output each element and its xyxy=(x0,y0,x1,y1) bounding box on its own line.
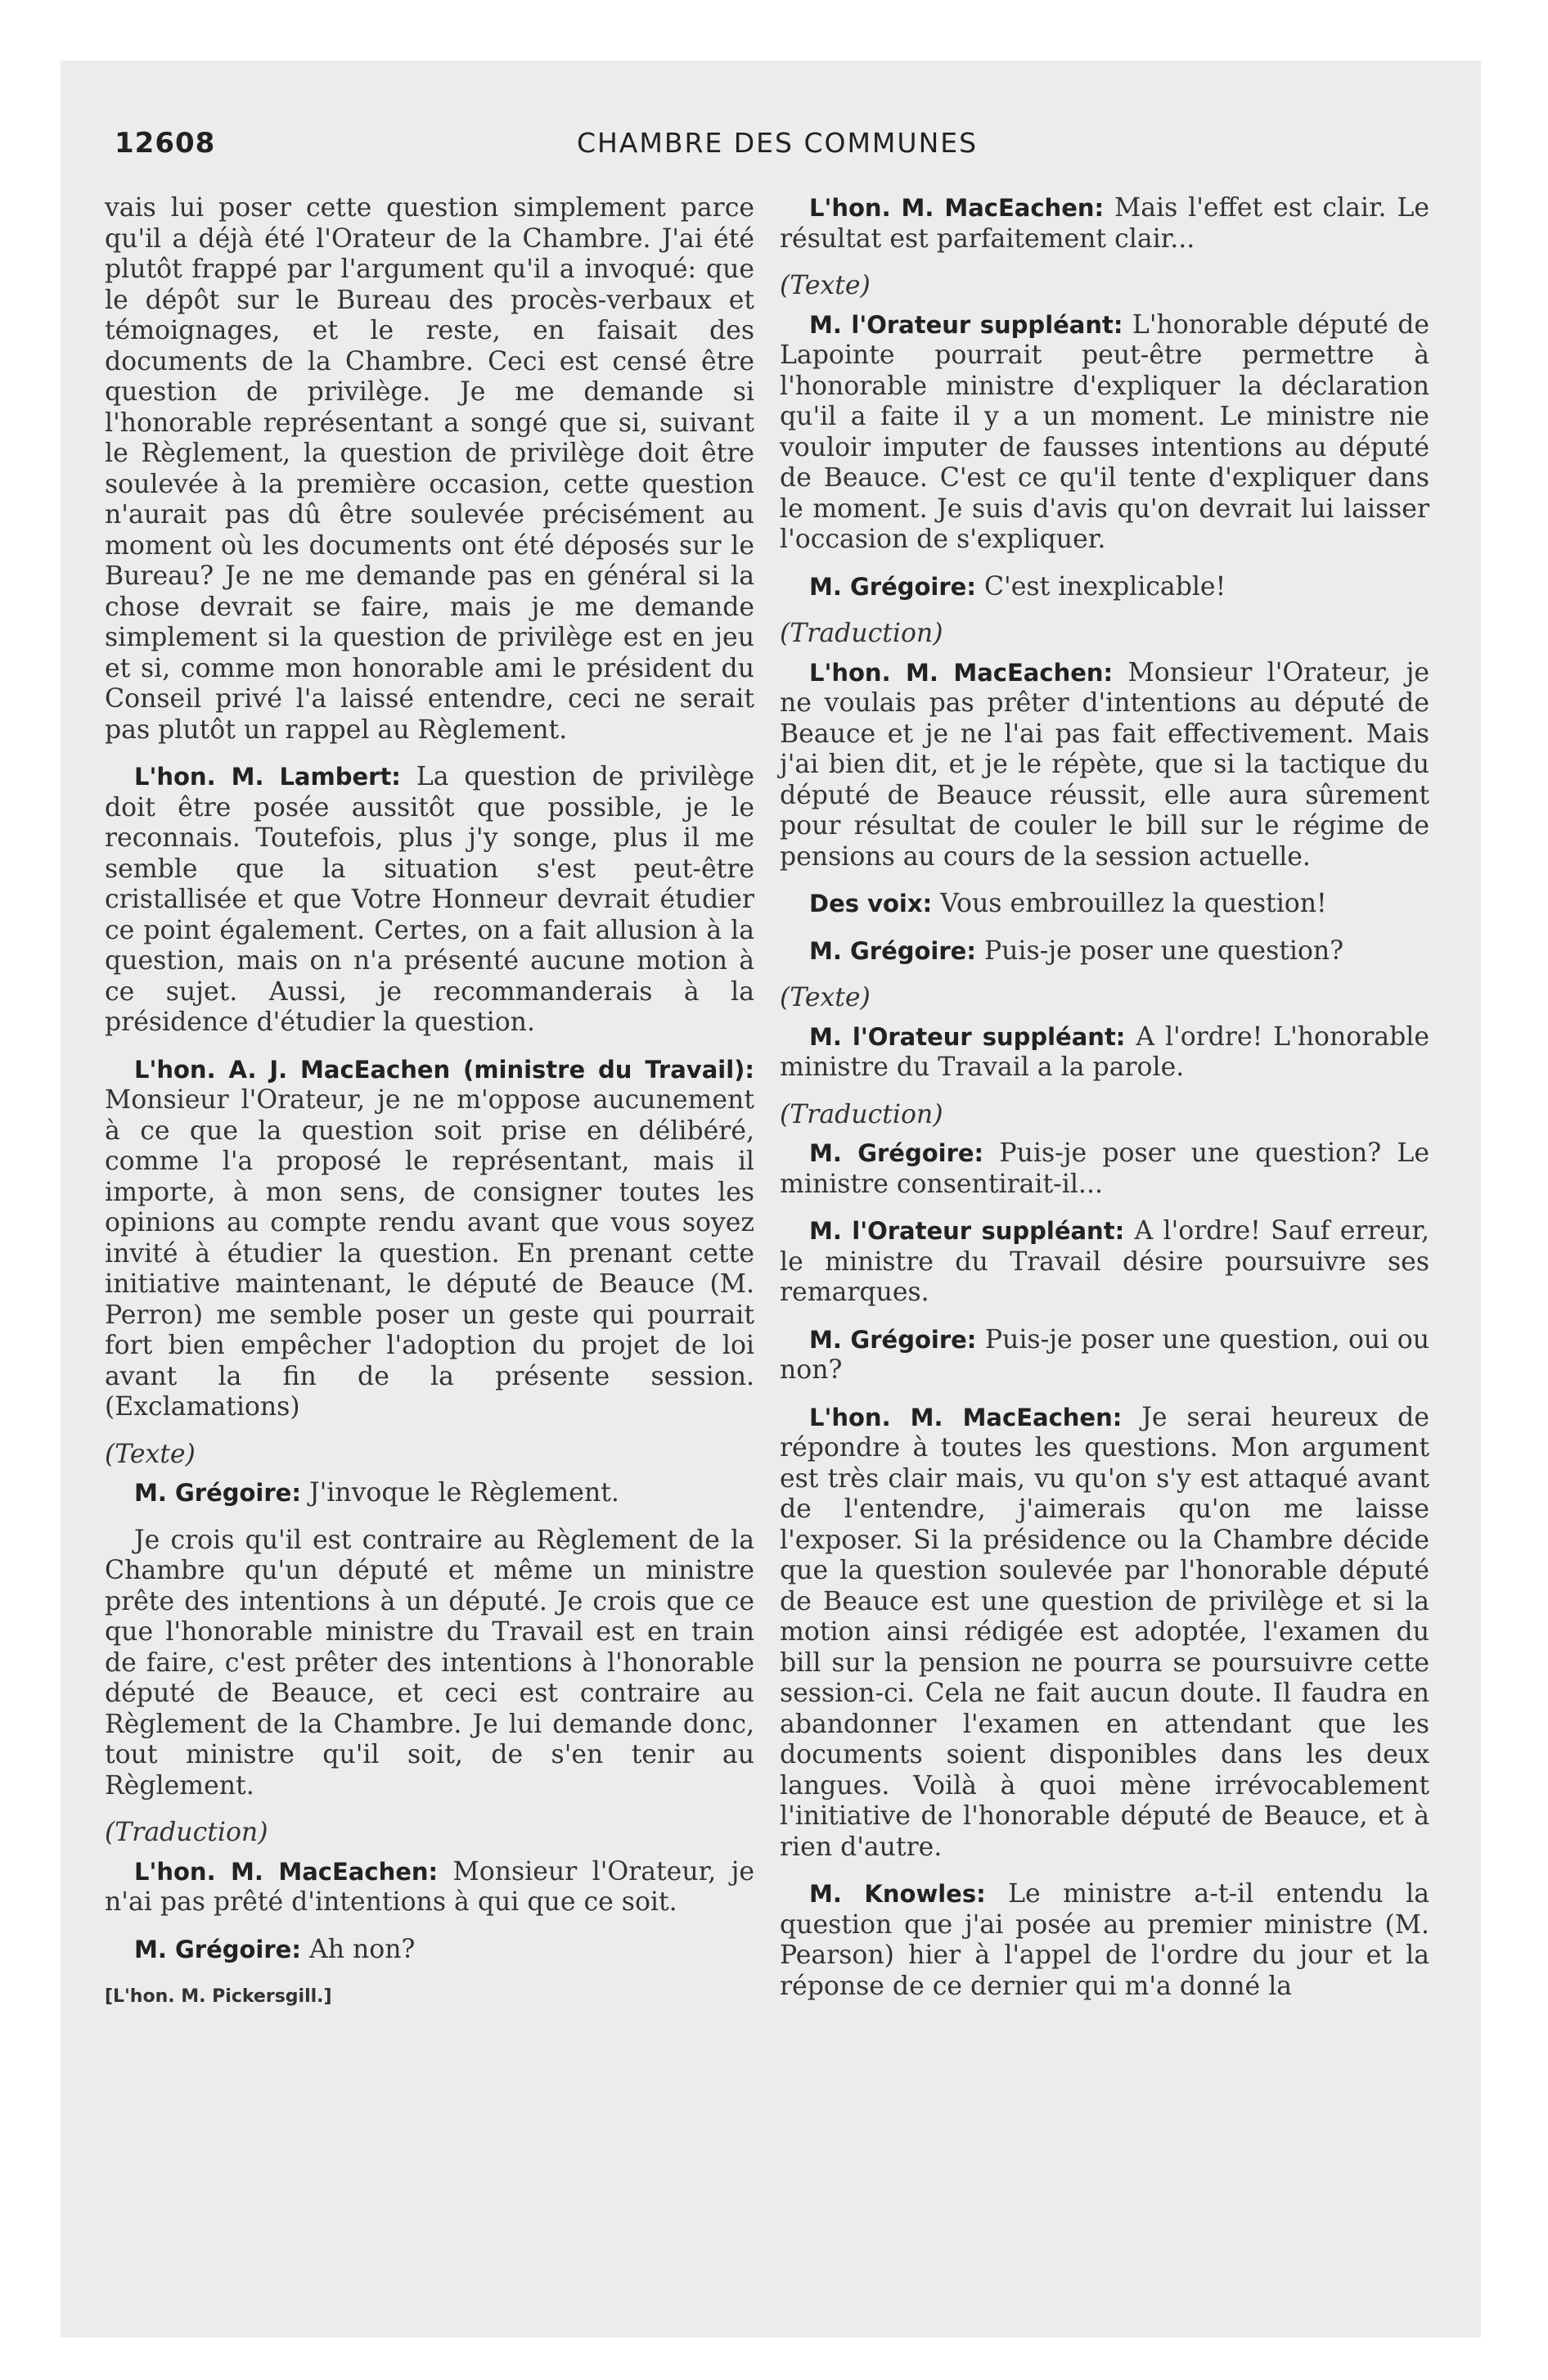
paragraph: L'hon. M. MacEachen: Mais l'effet est clair. Le résultat est parfaitement clair... xyxy=(780,193,1429,254)
language-note: (Traduction) xyxy=(780,619,943,648)
speaker-name: L'hon. M. Lambert: xyxy=(134,763,401,791)
speaker-name: M. Grégoire: xyxy=(809,1325,977,1354)
paragraph: M. Grégoire: Puis-je poser une question? Le ministre consentirait-il... xyxy=(780,1138,1429,1199)
paragraph: L'hon. M. MacEachen: Monsieur l'Orateur, je n'ai pas prêté d'intentions à qui que ce soit. xyxy=(105,1856,755,1917)
paragraph: M. Grégoire: Puis-je poser une question, oui ou non? xyxy=(780,1324,1429,1385)
page-attribution: [L'hon. M. Pickersgill.] xyxy=(105,1986,332,2007)
paragraph: M. l'Orateur suppléant: L'honorable député de Lapointe pourrait peut-être permettre à l'honorable ministre d'expliquer la déclaration qu'il a faite il y a un moment. Le ministre nie vouloir imputer de fausses intentions au député de Beauce. C'est ce qu'il tente d'expliquer dans le moment. Je suis d'avis qu'on devrait lui laisser l'occasion de s'expliquer. xyxy=(780,309,1429,554)
paragraph: L'hon. M. MacEachen: Je serai heureux de répondre à toutes les questions. Mon argument est très clair mais, vu qu'on s'y est attaqué avant de l'entendre, j'aimerais qu'on me laisse l'exposer. Si la présidence ou la Chambre décide que la question soulevée par l'honorable député de Beauce est une question de privilège et si la motion ainsi rédigée est adoptée, l'examen du bill sur la pension ne pourra se poursuivre cette session-ci. Cela ne fait aucun doute. Il faudra en abandonner l'examen en attendant que les documents soient disponibles dans les deux langues. Voilà à quoi mène irrévocablement l'initiative de l'honorable député de Beauce, et à rien d'autre. xyxy=(780,1402,1429,1862)
paragraph: L'hon. A. J. MacEachen (ministre du Travail): Monsieur l'Orateur, je ne m'oppose aucunement à ce que la question soit prise en délibéré, comme l'a proposé le représentant, mais il importe, à mon sens, de consigner toutes les opinions au compte rendu avant que vous soyez invité à étudier la question. En prenant cette initiative maintenant, le député de Beauce (M. Perron) me semble poser un geste qui pourrait fort bien empêcher l'adoption du projet de loi avant la fin de la présente session. (Exclamations) xyxy=(105,1055,754,1422)
speaker-name: L'hon. M. MacEachen: xyxy=(809,1403,1123,1431)
speaker-name: Des voix: xyxy=(809,890,933,917)
language-note: (Texte) xyxy=(105,1439,196,1469)
right-column xyxy=(780,193,1429,2018)
paragraph: M. Grégoire: Puis-je poser une question? xyxy=(809,935,1344,966)
paragraph: M. l'Orateur suppléant: A l'ordre! L'honorable ministre du Travail a la parole. xyxy=(780,1021,1429,1082)
speaker-name: L'hon. M. MacEachen: xyxy=(809,194,1105,222)
language-note: (Texte) xyxy=(780,271,871,300)
speaker-name: M. l'Orateur suppléant: xyxy=(809,310,1123,339)
paragraph: Des voix: Vous embrouillez la question! xyxy=(809,889,1327,918)
speaker-name: M. Grégoire: xyxy=(134,1479,301,1507)
language-note: (Traduction) xyxy=(780,1099,943,1129)
paragraph: M. l'Orateur suppléant: A l'ordre! Sauf erreur, le ministre du Travail désire poursuivre ses remarques. xyxy=(780,1216,1429,1307)
language-note: (Traduction) xyxy=(105,1818,268,1847)
paragraph: L'hon. M. MacEachen: Monsieur l'Orateur, je ne voulais pas prêter d'intentions au député de Beauce et je ne l'ai pas fait effectivement. Mais j'ai bien dit, et je le répète, que si la tactique du député de Beauce réussit, elle aura sûrement pour résultat de couler le bill sur le régime de pensions au cours de la session actuelle. xyxy=(780,657,1430,872)
page-number: 12608 xyxy=(115,127,216,160)
language-note: (Texte) xyxy=(780,983,871,1012)
paragraph: M. Knowles: Le ministre a-t-il entendu la question que j'ai posée au premier ministre (M. Pearson) hier à l'appel de l'ordre du jour et la réponse de ce dernier qui m'a donné la xyxy=(780,1879,1429,2001)
paragraph: M. Grégoire: J'invoque le Règlement. xyxy=(134,1478,619,1508)
paragraph: M. Grégoire: C'est inexplicable! xyxy=(809,571,1226,602)
paragraph: L'hon. M. Lambert: La question de privilège doit être posée aussitôt que possible, je le reconnais. Toutefois, plus j'y songe, plus il me semble que la situation s'est peut-être cristallisée et que Votre Honneur devrait étudier ce point également. Certes, on a fait allusion à la question, mais on n'a présenté aucune motion à ce sujet. Aussi, je recommanderais à la présidence d'étudier la question. xyxy=(105,762,754,1037)
page-header xyxy=(115,127,1440,176)
paragraph: M. Grégoire: Ah non? xyxy=(134,1934,416,1964)
speaker-name: M. Grégoire: xyxy=(809,1139,984,1167)
speaker-name: M. Grégoire: xyxy=(134,1935,301,1963)
speaker-name: M. l'Orateur suppléant: xyxy=(809,1022,1126,1051)
left-column xyxy=(105,193,754,2029)
speaker-name: M. l'Orateur suppléant: xyxy=(809,1217,1125,1245)
paragraph: Je crois qu'il est contraire au Règlement de la Chambre qu'un député et même un ministre prête des intentions à un député. Je crois que ce que l'honorable ministre du Travail est en train de faire, c'est prêter des intentions à l'honorable député de Beauce, et ceci est contraire au Règlement de la Chambre. Je lui demande donc, tout ministre qu'il soit, de s'en tenir au Règlement. xyxy=(105,1525,754,1801)
speaker-name: M. Grégoire: xyxy=(809,572,976,601)
speaker-name: L'hon. A. J. MacEachen (ministre du Travail): xyxy=(134,1055,754,1084)
speaker-name: M. Knowles: xyxy=(809,1880,986,1908)
running-title: CHAMBRE DES COMMUNES xyxy=(576,127,979,159)
paragraph: vais lui poser cette question simplement parce qu'il a déjà été l'Orateur de la Chambre. J'ai été plutôt frappé par l'argument qu'il a invoqué: que le dépôt sur le Bureau des procès-verbaux et témoignages, et le reste, en faisait des documents de la Chambre. Ceci est censé être question de privilège. Je me demande si l'honorable représentant a songé que si, suivant le Règlement, la question de privilège doit être soulevée à la première occasion, cette question n'aurait pas dû être soulevée précisément au moment où les documents ont été déposés sur le Bureau? Je ne me demande pas en général si la chose devrait se faire, mais je me demande simplement si la question de privilège est en jeu et si, comme mon honorable ami le président du Conseil privé l'a laissé entendre, ceci ne serait pas plutôt un rappel au Règlement. xyxy=(105,193,754,745)
speaker-name: L'hon. M. MacEachen: xyxy=(809,658,1114,687)
speaker-name: M. Grégoire: xyxy=(809,936,976,965)
speaker-name: L'hon. M. MacEachen: xyxy=(134,1857,439,1886)
